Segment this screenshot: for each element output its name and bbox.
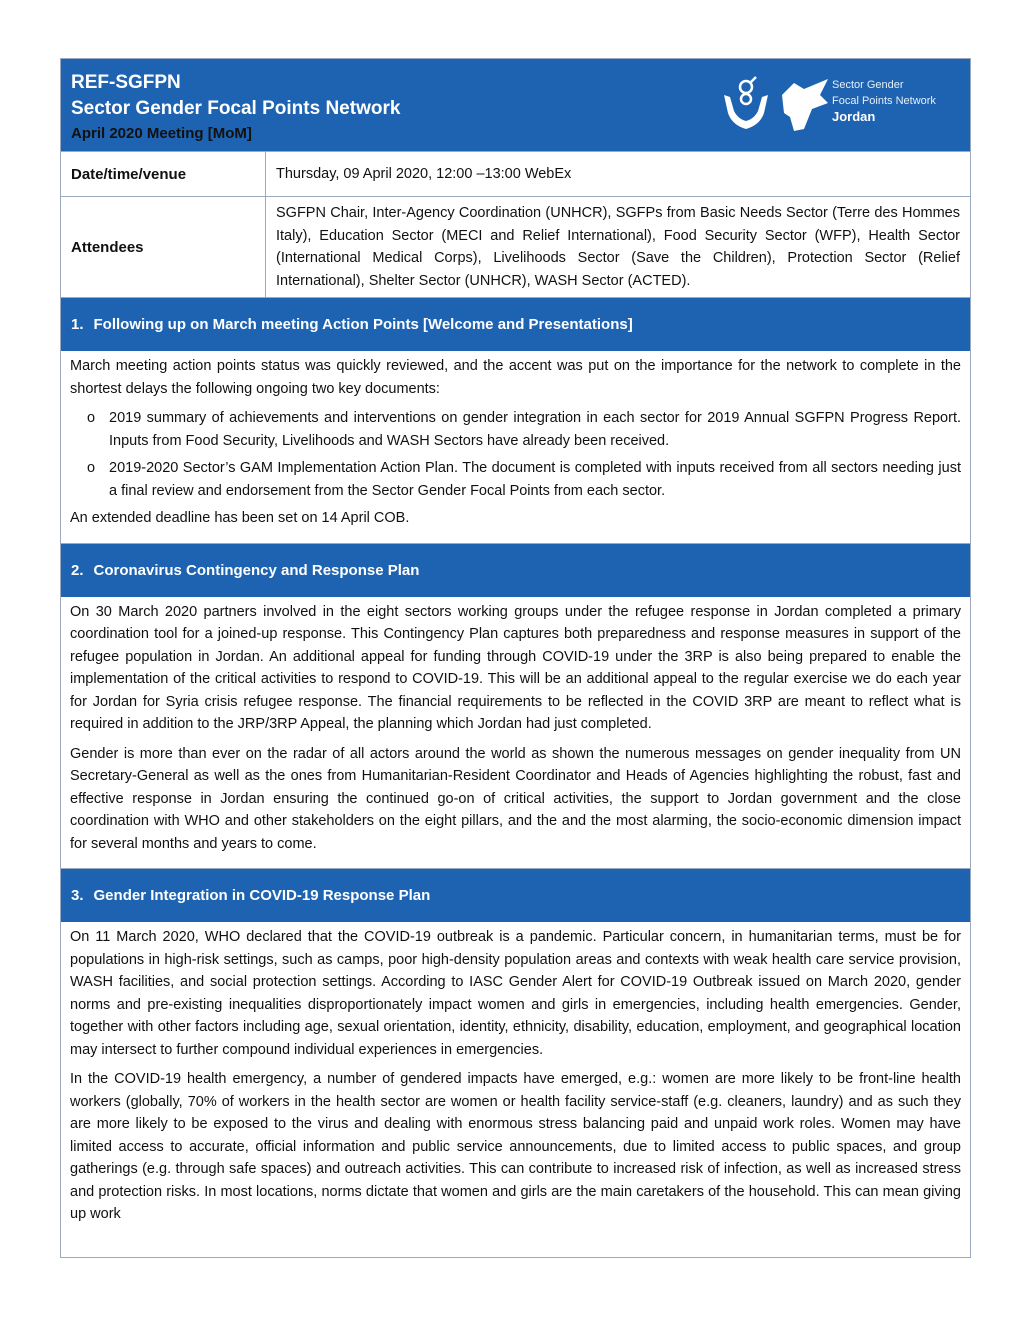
section-title: Following up on March meeting Action Points [Welcome and Presentations] — [93, 316, 633, 333]
network-name: Sector Gender Focal Points Network — [71, 98, 401, 119]
paragraph: In the COVID-19 health emergency, a number of gendered impacts have emerged, e.g.: women are more likely to be front-line health workers (globally, 70% of workers in the health sector are women or health facility service-staff (e.g. cleaners, laundry) and as such they are more likely to be exposed to the virus and dealing with enormous stress balancing paid and unpaid work roles. Women may have limited access to accurate, official information and public service announcements, due to limited access to public spaces, and group gatherings (e.g. through safe spaces) and outreach activities. This can contribute to increased risk of infection, as well as increased stress and protection risks. In most locations, norms dictate that women and girls are the main caretakers of the household. This can mean giving up work — [70, 1071, 961, 1222]
logo-country: Jordan — [832, 109, 876, 124]
paragraph: On 30 March 2020 partners involved in the eight sectors working groups under the refugee response in Jordan completed a primary coordination tool for a joined-up response. This Contingency Plan captures both preparedness and response measures in support of the refugee population in Jordan. An additional appeal for funding through COVID-19 under the 3RP is also being prepared to enable the implementation of the critical activities to respond to COVID-19. This will be an additional appeal to the regular exercise we do each year for Jordan for Syria crisis refugee response. The financial requirements to be reflected in the COVID 3RP are meant to reflect what is required in addition to the JRP/3RP Appeal, the planning which Jordan had just completed. — [70, 603, 961, 732]
paragraph: March meeting action points status was quickly reviewed, and the accent was put on the importance for the network to complete in the shortest delays the following ongoing two key documents: — [70, 358, 961, 397]
section-number: 3. — [71, 887, 84, 904]
bullet-circle-icon: o — [87, 410, 96, 426]
section-1-body — [61, 351, 970, 543]
section-2-heading — [61, 543, 970, 597]
document-header — [61, 59, 970, 151]
section-2-body — [61, 597, 970, 869]
logo-caption — [832, 77, 936, 125]
list-item — [70, 457, 961, 502]
date-row — [61, 151, 970, 196]
section-number: 1. — [71, 316, 84, 333]
list-item — [70, 407, 961, 452]
attendees-label: Attendees — [61, 197, 266, 297]
paragraph: On 11 March 2020, WHO declared that the COVID-19 outbreak is a pandemic. Particular concern, in humanitarian terms, must be for populations in high-risk settings, such as camps, poor high-density population areas and contexts with weak health care service provision, WASH facilities, and social protection settings. According to IASC Gender Alert for COVID-19 Outbreak issued on March 2020, gender norms and pre-existing inequalities disproportionately impact women and girls in emergencies, including health emergencies. Gender, together with other factors including age, sexual orientation, identity, ethnicity, disability, education, employment, and geographical location may intersect to further compound individual experiences in emergencies. — [70, 929, 961, 1058]
logo-line: Focal Points Network — [832, 95, 936, 107]
logo-line: Sector Gender — [832, 79, 904, 91]
hands-map-logo-icon — [720, 73, 830, 135]
bullet-circle-icon: o — [87, 460, 96, 476]
section-number: 2. — [71, 561, 84, 579]
network-logo — [720, 73, 956, 135]
attendees-row — [61, 196, 970, 297]
section-3-body — [61, 922, 970, 1239]
date-value: Thursday, 09 April 2020, 12:00 –13:00 WebEx — [276, 165, 572, 182]
org-acronym: REF-SGFPN — [71, 72, 181, 93]
attendees-value: SGFPN Chair, Inter-Agency Coordination (UNHCR), SGFPs from Basic Needs Sector (Terre des Hommes Italy), Education Sector (MECI and Relief International), Food Security Sector (WFP), Health Sector (International Medical Corps), Livelihoods Sector (Save the Children), Protection Sector (Relief International), Shelter Sector (UNHCR), WASH Sector (ACTED). — [276, 205, 960, 289]
date-label: Date/time/venue — [61, 152, 266, 196]
section-title: Coronavirus Contingency and Response Plan — [93, 561, 420, 579]
list-item-text: 2019-2020 Sector’s GAM Implementation Action Plan. The document is completed with inputs received from all sectors needing just a final review and endorsement from the Sector Gender Focal Points from each sector. — [109, 460, 961, 499]
list-item-text: 2019 summary of achievements and interventions on gender integration in each sector for 2019 Annual SGFPN Progress Report. Inputs from Food Security, Livelihoods and WASH Sectors have already been received. — [109, 410, 961, 449]
section-1-heading — [61, 297, 970, 351]
meeting-minutes-document — [60, 58, 971, 1258]
bullet-list — [70, 407, 961, 502]
section-title: Gender Integration in COVID-19 Response Plan — [93, 887, 431, 904]
meeting-title: April 2020 Meeting [MoM] — [71, 125, 252, 142]
paragraph: Gender is more than ever on the radar of all actors around the world as shown the numerous messages on gender inequality from UN Secretary-General as well as the ones from Humanitarian-Resident Coordinator and Heads of Agencies highlighting the robust, fast and effective response in Jordan ensuring the continued go-on of critical activities, the support to Jordan government and the close coordination with WHO and other stakeholders on the eight pillars, and the and the most alarming, the socio-economic dimension impact for several months and years to come. — [70, 745, 961, 852]
section-3-heading — [61, 868, 970, 922]
paragraph: An extended deadline has been set on 14 April COB. — [70, 510, 410, 526]
